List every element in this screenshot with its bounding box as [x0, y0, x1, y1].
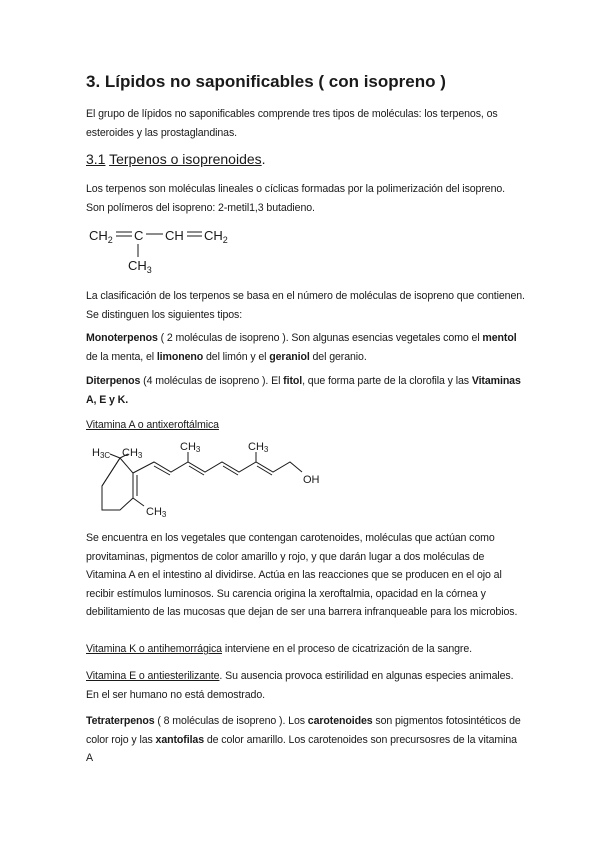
tetraterpenos-text: ( 8 moléculas de isopreno ). Los	[154, 715, 308, 727]
monoterpenos-term: Monoterpenos	[86, 332, 158, 344]
monoterpenos-text: del limón y el	[203, 350, 270, 363]
section-title: Terpenos o isoprenoides	[109, 151, 262, 167]
terpenos-definition: Los terpenos son moléculas lineales o cíclicas formadas por la polimerización del isopreno. Son polímeros del isopreno: 2-metil1,3 butadieno.	[86, 183, 505, 214]
mentol-term: mentol	[482, 332, 517, 344]
label-ch3-c: CH3	[248, 441, 269, 454]
monoterpenos-text: del geranio.	[309, 350, 367, 363]
vitamina-a-description: Se encuentra en los vegetales que contengan carotenoides, moléculas que actúan como provitaminas, pigmentos de color amarillo y rojo, y que darán lugar a dos moléculas de Vitamina A en el intestino al dividirse. Actúa en las reacciones que se producen en el ojo al recibir estímulos luminosos. Su carencia origina la xeroftalmia, opacidad en la córnea y debilitamiento de las mucosas que dejan de ser una barrera infranqueable para los microbios.	[86, 532, 518, 618]
monoterpenos-text: de la menta, el	[86, 350, 157, 363]
vitamina-a-heading	[86, 416, 526, 435]
label-ch3-b: CH3	[180, 441, 201, 454]
vitamina-k-heading: Vitamina K o antihemorrágica	[86, 643, 222, 655]
diterpenos-term: Diterpenos	[86, 375, 141, 387]
diterpenos-text: (4 moléculas de isopreno ). El	[140, 375, 284, 387]
label-oh: OH	[303, 474, 320, 486]
tetraterpenos-text: de color amarillo. Los carotenoides son precursosres de la vitamina A	[86, 733, 517, 764]
isoprene-structure	[86, 218, 526, 276]
section-number: 3.1	[86, 151, 106, 167]
isoprene-ch2-right: $CH_2$	[204, 228, 228, 245]
tetraterpenos-term: Tetraterpenos	[86, 715, 155, 727]
vitamina-e-paragraph	[86, 667, 526, 704]
isoprene-ch: CH	[165, 228, 184, 243]
vitamina-k-text: interviene en el proceso de cicatrización de la sangre.	[221, 643, 472, 655]
methyl-bond	[133, 498, 144, 506]
vitamina-a-heading-text: Vitamina A o antixeroftálmica	[86, 419, 219, 431]
isoprene-c: C	[134, 228, 144, 243]
vitamina-e-heading: Vitamina E o antiesterilizante	[86, 670, 220, 682]
label-h3c: H3C	[92, 447, 111, 460]
carotenoides-term: carotenoides	[307, 715, 373, 727]
monoterpenos-paragraph	[86, 329, 526, 366]
isoprene-ch2-left: $CH_2$	[89, 228, 113, 245]
page-title: 3. Lípidos no saponificables ( con isopreno )	[86, 72, 446, 91]
label-ch3-a: CH3	[122, 447, 143, 460]
ring-outline	[102, 458, 133, 510]
vitamina-k-paragraph	[86, 640, 526, 659]
limoneno-term: limoneno	[156, 350, 204, 363]
vitaminas-term: Vitaminas A, E y K.	[86, 375, 521, 406]
geraniol-term: geraniol	[269, 350, 310, 363]
isoprene-ch3: $CH_3$	[128, 258, 152, 275]
intro-paragraph: El grupo de lípidos no saponificables comprende tres tipos de moléculas: los terpenos, os esteroides y las prostaglandinas.	[86, 108, 498, 139]
section-title-end: .	[261, 151, 266, 167]
ring-bond	[102, 458, 120, 486]
tetraterpenos-text: son pigmentos fotosintéticos de color rojo y las	[86, 715, 521, 746]
diterpenos-paragraph	[86, 372, 526, 409]
monoterpenos-text: ( 2 moléculas de isopreno ). Son algunas esencias vegetales como el	[157, 332, 483, 344]
vitamina-a-structure	[86, 438, 526, 522]
diterpenos-text: , que forma parte de la clorofila y las	[302, 375, 472, 387]
tetraterpenos-paragraph	[86, 712, 526, 768]
xantofilas-term: xantofilas	[155, 733, 204, 746]
label-ch3-d: CH3	[146, 506, 167, 519]
clasificacion-paragraph: La clasificación de los terpenos se basa en el número de moléculas de isopreno que contienen. Se distinguen los siguientes tipos:	[86, 290, 525, 321]
polyene-chain	[133, 462, 302, 473]
vitamina-e-text: . Su ausencia provoca estirilidad en algunas especies animales. En el ser humano no está demostrado.	[86, 670, 514, 701]
methyl-bond	[110, 454, 120, 458]
fitol-term: fitol	[283, 375, 303, 387]
section-heading-terpenos	[86, 151, 526, 167]
